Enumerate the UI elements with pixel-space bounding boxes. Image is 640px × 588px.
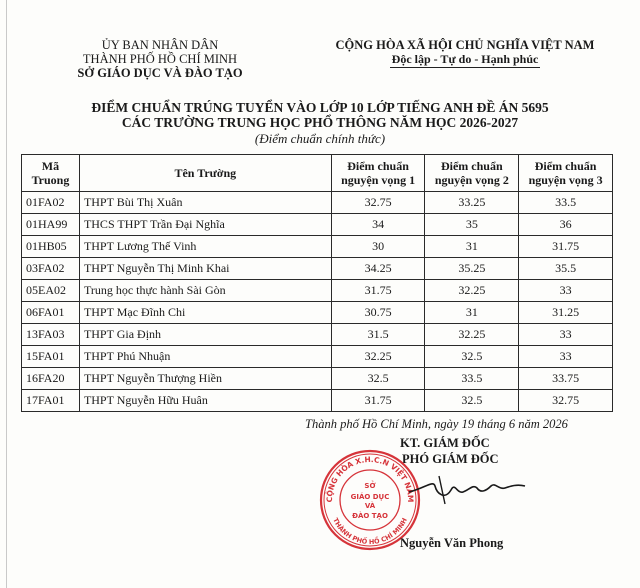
header-code-line2: Truong: [31, 173, 70, 187]
cell-nv2: 31: [425, 236, 519, 258]
cell-school-name: THPT Lương Thế Vinh: [79, 236, 331, 258]
cell-nv1: 32.5: [331, 368, 425, 390]
cell-school-name: THCS THPT Trần Đại Nghĩa: [79, 214, 331, 236]
cell-nv1: 30: [331, 236, 425, 258]
cell-school-name: Trung học thực hành Sài Gòn: [79, 280, 331, 302]
cell-nv3: 35.5: [519, 258, 613, 280]
cell-nv2: 35.25: [425, 258, 519, 280]
nation-line-1: CỘNG HÒA XÃ HỘI CHỦ NGHĨA VIỆT NAM: [335, 38, 595, 52]
page-edge: [6, 0, 7, 588]
cell-nv1: 34: [331, 214, 425, 236]
cell-nv3: 33.75: [519, 368, 613, 390]
table-row: [22, 214, 613, 236]
cell-nv3: 33: [519, 324, 613, 346]
header-code-line1: Mã: [41, 159, 60, 173]
cell-school-name: THPT Phú Nhuận: [79, 346, 331, 368]
cell-school-name: THPT Nguyễn Hữu Huân: [79, 390, 331, 412]
header-nv1: [331, 155, 425, 192]
nation-line-2: Độc lập - Tự do - Hạnh phúc: [391, 52, 539, 66]
header-nv2-line1: Điểm chuẩn: [440, 159, 503, 173]
agency-line-3: SỞ GIÁO DỤC VÀ ĐÀO TẠO: [77, 66, 243, 80]
cell-nv2: 31: [425, 302, 519, 324]
cell-school-name: THPT Mạc Đĩnh Chi: [79, 302, 331, 324]
document-title: [0, 100, 640, 130]
table-header-row: [22, 155, 613, 192]
cell-nv1: 31.75: [331, 390, 425, 412]
table-row: [22, 390, 613, 412]
cell-code: 05EA02: [22, 280, 80, 302]
table-row: [22, 192, 613, 214]
cell-code: 15FA01: [22, 346, 80, 368]
cell-nv1: 32.25: [331, 346, 425, 368]
signer-name: Nguyễn Văn Phong: [400, 536, 504, 550]
cell-nv2: 32.5: [425, 390, 519, 412]
cell-code: 01HA99: [22, 214, 80, 236]
issue-date: Thành phố Hồ Chí Minh, ngày 19 tháng 6 năm 2026: [305, 417, 568, 431]
cell-nv3: 36: [519, 214, 613, 236]
cell-nv3: 33: [519, 280, 613, 302]
handwritten-signature-icon: [405, 470, 545, 510]
cell-school-name: THPT Bùi Thị Xuân: [79, 192, 331, 214]
cell-nv1: 30.75: [331, 302, 425, 324]
cell-nv3: 33: [519, 346, 613, 368]
cell-code: 01HB05: [22, 236, 80, 258]
header-nv2-line2: nguyện vọng 2: [434, 173, 509, 187]
cell-nv2: 35: [425, 214, 519, 236]
cell-nv3: 32.75: [519, 390, 613, 412]
cell-nv1: 31.75: [331, 280, 425, 302]
cell-code: 16FA20: [22, 368, 80, 390]
document-subtitle: (Điểm chuẩn chính thức): [254, 131, 386, 146]
cell-nv3: 33.5: [519, 192, 613, 214]
cell-code: 03FA02: [22, 258, 80, 280]
title-line-1: ĐIỂM CHUẨN TRÚNG TUYỂN VÀO LỚP 10 LỚP TIẾNG ANH ĐỀ ÁN 5695: [91, 100, 549, 115]
title-line-2: CÁC TRƯỜNG TRUNG HỌC PHỔ THÔNG NĂM HỌC 2026-2027: [121, 115, 519, 130]
cell-code: 17FA01: [22, 390, 80, 412]
table-body: [22, 192, 613, 412]
cell-nv1: 31.5: [331, 324, 425, 346]
cell-nv3: 31.25: [519, 302, 613, 324]
cell-nv2: 33.25: [425, 192, 519, 214]
table-row: [22, 302, 613, 324]
header-name: Tên Trường: [79, 155, 331, 192]
cell-nv2: 32.5: [425, 346, 519, 368]
seal-inner-line-3: VÀ: [364, 502, 376, 510]
cell-school-name: THPT Nguyễn Thị Minh Khai: [79, 258, 331, 280]
header-code: [22, 155, 80, 192]
seal-inner-line-1: SỞ: [364, 482, 376, 490]
signature-title-1: KT. GIÁM ĐỐC: [400, 436, 490, 450]
seal-bottom-text: THÀNH PHỐ HỒ CHÍ MINH: [331, 516, 409, 547]
seal-ring-text: CỘNG HÒA X.H.C.N VIỆT NAM: [324, 454, 416, 503]
score-table: [21, 154, 613, 412]
cell-nv2: 32.25: [425, 324, 519, 346]
cell-nv1: 34.25: [331, 258, 425, 280]
nation-header: [300, 38, 630, 68]
agency-line-1: ỦY BAN NHÂN DÂN: [101, 38, 219, 52]
header-nv1-line2: nguyện vọng 1: [341, 173, 416, 187]
cell-code: 13FA03: [22, 324, 80, 346]
table-row: [22, 258, 613, 280]
cell-school-name: THPT Gia Định: [79, 324, 331, 346]
table-row: [22, 324, 613, 346]
signature-title-2: PHÓ GIÁM ĐỐC: [402, 452, 499, 466]
table-row: [22, 368, 613, 390]
table-row: [22, 346, 613, 368]
cell-nv2: 33.5: [425, 368, 519, 390]
cell-nv2: 32.25: [425, 280, 519, 302]
cell-nv1: 32.75: [331, 192, 425, 214]
cell-code: 01FA02: [22, 192, 80, 214]
cell-school-name: THPT Nguyễn Thượng Hiền: [79, 368, 331, 390]
motto-underline: [390, 67, 540, 68]
agency-line-2: THÀNH PHỐ HỒ CHÍ MINH: [82, 52, 238, 66]
table-row: [22, 280, 613, 302]
cell-code: 06FA01: [22, 302, 80, 324]
seal-inner-line-4: ĐÀO TẠO: [352, 512, 388, 520]
seal-inner-line-2: GIÁO DỤC: [350, 493, 390, 501]
table-row: [22, 236, 613, 258]
header-nv2: [425, 155, 519, 192]
agency-header: [40, 38, 280, 80]
header-nv3: [519, 155, 613, 192]
cell-nv3: 31.75: [519, 236, 613, 258]
header-nv3-line2: nguyện vọng 3: [528, 173, 603, 187]
header-nv1-line1: Điểm chuẩn: [347, 159, 409, 173]
header-nv3-line1: Điểm chuẩn: [534, 159, 597, 173]
